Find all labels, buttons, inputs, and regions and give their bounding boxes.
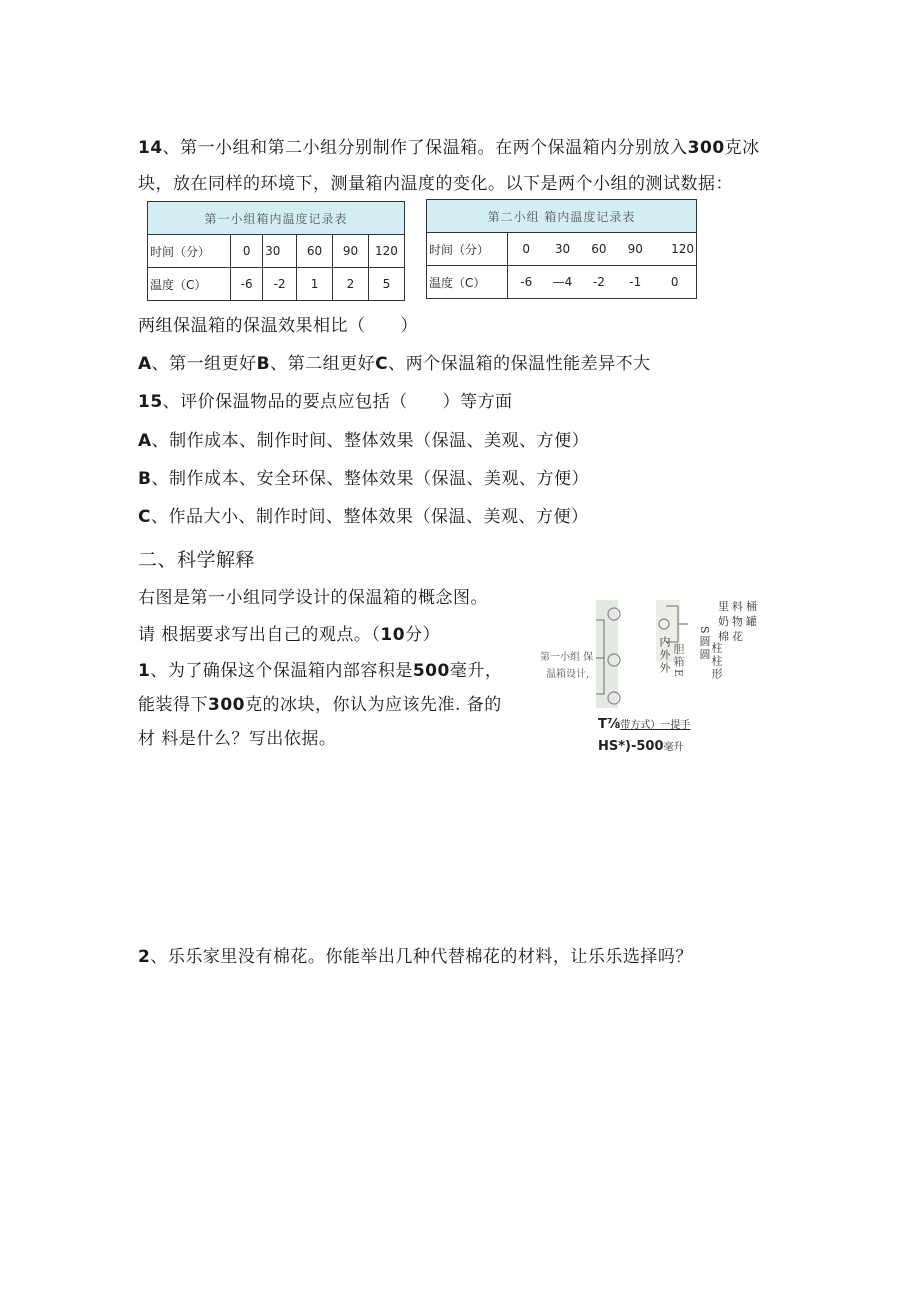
- table-cell: 5: [368, 268, 404, 301]
- diagram-label: 第一小组 保: [540, 652, 594, 663]
- diagram-label: HS*)-500毫升: [598, 739, 684, 754]
- table-cell: 2: [333, 268, 369, 301]
- table-cell: -2: [581, 266, 617, 299]
- q14-number: 14: [138, 138, 163, 158]
- table-cell: 0: [653, 266, 696, 299]
- table-cell: 90: [333, 235, 369, 268]
- table-row: [427, 233, 697, 266]
- q14-options: A、第一组更好B、第二组更好C、两个保温箱的保温性能差异不大: [138, 354, 651, 374]
- table1-title: 第一小组箱内温度记录表: [148, 202, 405, 235]
- table-cell: 120: [653, 233, 696, 266]
- table-row: [148, 268, 405, 301]
- table-cell: -2: [263, 268, 297, 301]
- group2-temperature-table: [426, 199, 697, 299]
- diagram-label: 内外外: [658, 636, 671, 675]
- insulation-box-concept-diagram: [538, 598, 768, 758]
- table-cell: -1: [617, 266, 653, 299]
- q15-option-c: C、作品大小、制作时间、整体效果（保温、美观、方便）: [138, 507, 589, 527]
- section-heading: 二、科学解释: [138, 549, 256, 571]
- table-cell: 120: [368, 235, 404, 268]
- diagram-label: 温箱设计,: [546, 669, 590, 680]
- q15-question: 15、评价保温物品的要点应包括（ ）等方面: [138, 392, 513, 412]
- temp-label: 温度（C）: [427, 266, 508, 299]
- section-intro-2: 请 根据要求写出自己的观点。（10分）: [138, 625, 441, 645]
- q14-question: 两组保温箱的保温效果相比（ ）: [138, 316, 418, 336]
- q14-line-2: 块，放在同样的环境下，测量箱内温度的变化。以下是两个小组的测试数据：: [138, 174, 733, 194]
- table2-title: 第二小组 箱内温度记录表: [427, 200, 697, 233]
- table-cell: 0: [508, 233, 545, 266]
- q15-option-a: A、制作成本、制作时间、整体效果（保温、美观、方便）: [138, 431, 590, 451]
- table-cell: 60: [581, 233, 617, 266]
- diagram-label: 奶物罐: [718, 615, 760, 628]
- s2-q2: 2、乐乐家里没有棉花。你能举出几种代替棉花的材料，让乐乐选择吗？: [138, 947, 693, 967]
- table-cell: 60: [297, 235, 333, 268]
- group1-temperature-table: [147, 201, 405, 301]
- table-cell: -6: [231, 268, 263, 301]
- q15-number: 15: [138, 392, 163, 412]
- s2-q1-line-2: 能装得下300克的冰块，你认为应该先准. 备的: [138, 695, 502, 715]
- diagram-label: 里料桶: [718, 600, 760, 613]
- diagram-label: T⅞带方式）一提手: [598, 717, 691, 732]
- section-intro-1: 右图是第一小组同学设计的保温箱的概念图。: [138, 588, 488, 608]
- diagram-label: 胆箱E: [672, 643, 685, 680]
- time-label: 时间（分）: [427, 233, 508, 266]
- table-cell: 30: [544, 233, 580, 266]
- time-label: 时间（分）: [148, 235, 231, 268]
- table-cell: 90: [617, 233, 653, 266]
- table-row: [148, 235, 405, 268]
- table-row: [427, 266, 697, 299]
- table-cell: 0: [231, 235, 263, 268]
- table-cell: 1: [297, 268, 333, 301]
- s2-q1-line-3: 材 料是什么？写出依据。: [138, 729, 337, 749]
- q14-line-1: 14、第一小组和第二小组分别制作了保温箱。在两个保温箱内分别放入300克冰: [138, 138, 760, 158]
- q15-option-b: B、制作成本、安全环保、整体效果（保温、美观、方便）: [138, 469, 589, 489]
- diagram-label: 柱柱形: [710, 642, 723, 681]
- table-cell: -6: [508, 266, 545, 299]
- table-cell: —4: [544, 266, 580, 299]
- temp-label: 温度（C）: [148, 268, 231, 301]
- diagram-label: 棉花: [718, 630, 746, 643]
- table-cell: 30: [263, 235, 297, 268]
- s2-q1-line-1: 1、为了确保这个保温箱内部容积是500毫升，: [138, 661, 503, 681]
- diagram-label: S圆圆: [698, 626, 711, 662]
